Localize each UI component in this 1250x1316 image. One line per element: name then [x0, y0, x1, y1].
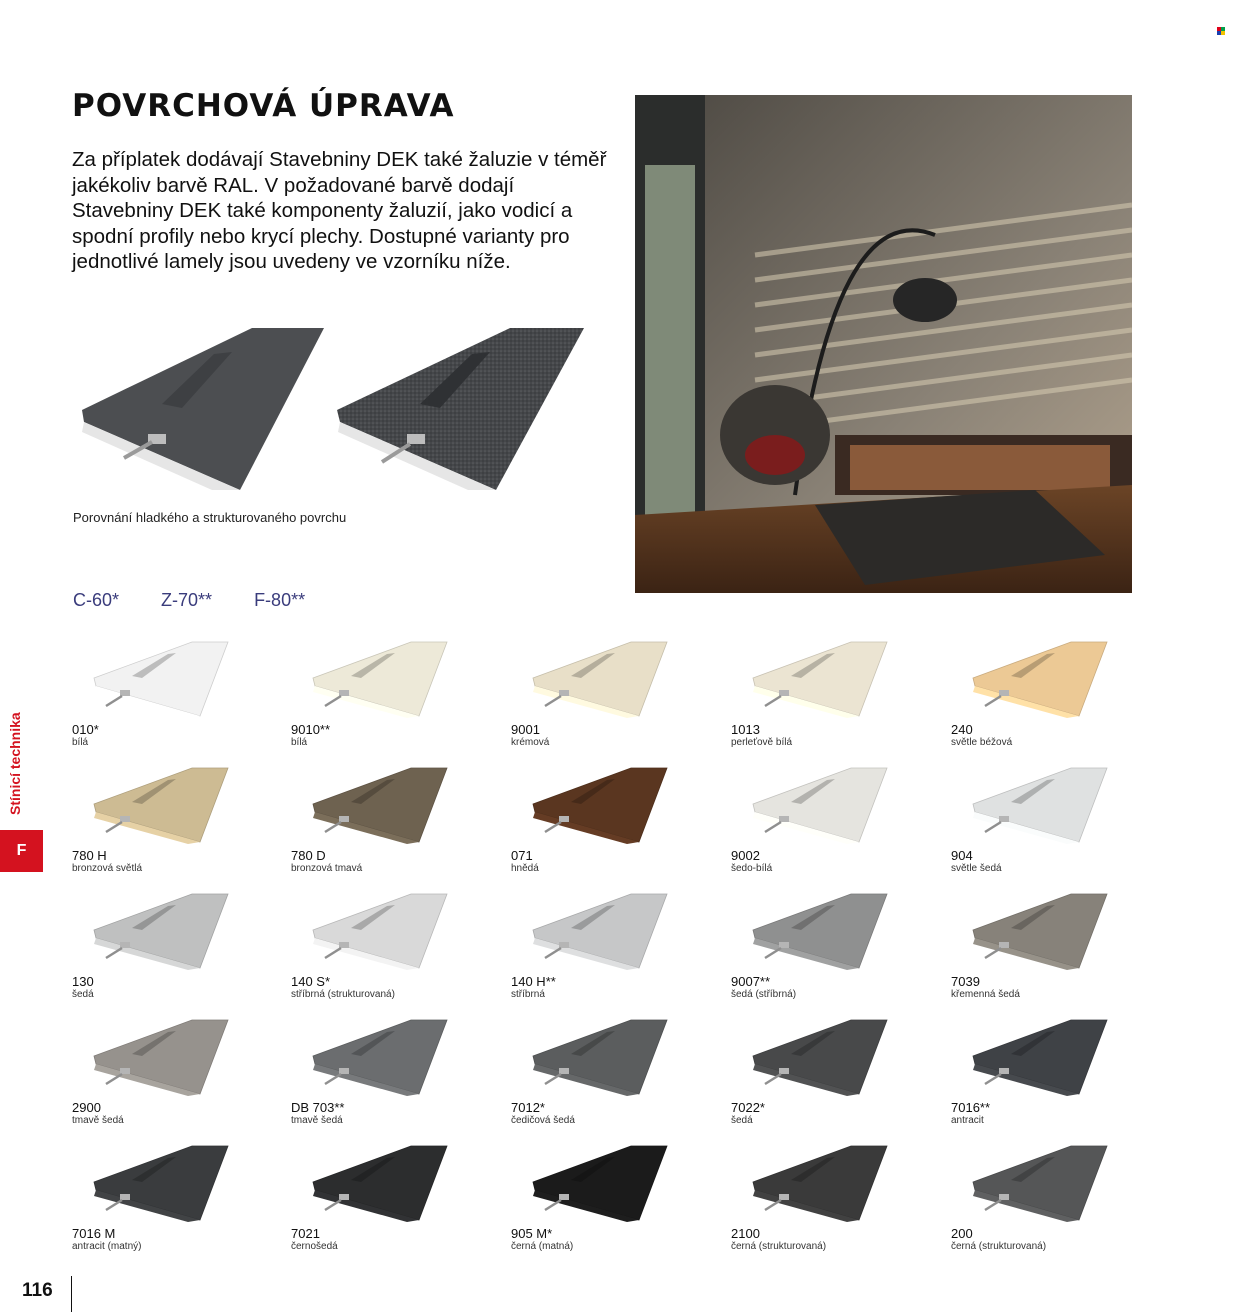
swatch-name: antracit (matný)	[72, 1241, 142, 1252]
swatch-item	[511, 1018, 721, 1138]
swatch-name: šedá	[72, 989, 94, 1000]
swatch-code: 240	[951, 722, 973, 737]
swatch-name: černá (strukturovaná)	[951, 1241, 1047, 1252]
swatch-item	[951, 1018, 1161, 1138]
swatch-code: DB 703**	[291, 1100, 345, 1115]
slat-icon	[731, 1144, 906, 1224]
swatch-code: 7039	[951, 974, 980, 989]
swatch-item	[72, 766, 282, 886]
swatch-code: 9002	[731, 848, 760, 863]
slat-icon	[511, 1144, 686, 1224]
page-number-divider	[71, 1276, 72, 1312]
slat-icon	[731, 766, 906, 846]
swatch-name: bronzová tmavá	[291, 863, 363, 874]
swatch-item	[951, 640, 1161, 760]
print-registration-mark	[1217, 27, 1225, 35]
swatch-name: světle béžová	[951, 737, 1013, 748]
swatch-name: černá (strukturovaná)	[731, 1241, 827, 1252]
swatch-name: bílá	[291, 737, 308, 748]
swatch-item	[731, 1018, 941, 1138]
slat-icon	[72, 1144, 247, 1224]
slat-icon	[951, 1018, 1126, 1098]
swatch-code: 071	[511, 848, 533, 863]
swatch-name: šedo-bílá	[731, 863, 773, 874]
swatch-name: černá (matná)	[511, 1241, 574, 1252]
model-f80: F-80**	[254, 590, 306, 610]
swatch-item	[72, 640, 282, 760]
swatch-code: 7022*	[731, 1100, 765, 1115]
swatch-item	[291, 766, 501, 886]
swatch-code: 200	[951, 1226, 973, 1241]
slat-icon	[951, 1144, 1126, 1224]
swatch-code: 905 M*	[511, 1226, 553, 1241]
slat-icon	[291, 1144, 466, 1224]
model-z70: Z-70**	[161, 590, 213, 610]
swatch-code: 9007**	[731, 974, 771, 989]
slat-icon	[511, 1018, 686, 1098]
swatch-name: čedičová šedá	[511, 1115, 575, 1126]
swatch-name: antracit	[951, 1115, 984, 1126]
swatch-code: 7012*	[511, 1100, 545, 1115]
swatch-name: tmavě šedá	[291, 1115, 343, 1126]
swatch-name: stříbrná (strukturovaná)	[291, 989, 395, 1000]
swatch-item	[291, 1018, 501, 1138]
swatch-name: šedá	[731, 1115, 753, 1126]
swatch-code: 140 S*	[291, 974, 331, 989]
swatch-code: 780 H	[72, 848, 107, 863]
swatch-item	[291, 892, 501, 1012]
swatch-name: hnědá	[511, 863, 539, 874]
swatch-item	[511, 1144, 721, 1264]
slat-comparison-image	[72, 322, 592, 502]
side-tab-letter: F	[0, 830, 43, 872]
swatch-code: 2900	[72, 1100, 101, 1115]
side-tab-label: Stínicí technika	[7, 712, 23, 815]
swatch-item	[951, 766, 1161, 886]
swatch-code: 130	[72, 974, 94, 989]
swatch-item	[72, 1018, 282, 1138]
interior-photo	[635, 95, 1132, 593]
swatch-item	[951, 1144, 1161, 1264]
slat-icon	[951, 640, 1126, 720]
swatch-item	[511, 766, 721, 886]
slat-icon	[731, 640, 906, 720]
swatch-code: 2100	[731, 1226, 760, 1241]
comparison-caption: Porovnání hladkého a strukturovaného povrchu	[73, 510, 347, 525]
swatch-code: 904	[951, 848, 973, 863]
swatch-code: 7021	[291, 1226, 320, 1241]
slat-icon	[291, 892, 466, 972]
swatch-code: 780 D	[291, 848, 326, 863]
slat-icon	[511, 640, 686, 720]
swatch-item	[72, 1144, 282, 1264]
swatch-name: šedá (stříbrná)	[731, 989, 797, 1000]
slat-icon	[951, 766, 1126, 846]
swatch-name: křemenná šedá	[951, 989, 1020, 1000]
swatch-code: 7016**	[951, 1100, 991, 1115]
swatch-item	[72, 892, 282, 1012]
swatch-item	[291, 640, 501, 760]
slat-icon	[72, 892, 247, 972]
swatch-code: 140 H**	[511, 974, 556, 989]
swatch-name: stříbrná	[511, 989, 545, 1000]
page-title: POVRCHOVÁ ÚPRAVA	[72, 88, 455, 124]
slat-icon	[291, 766, 466, 846]
swatch-code: 7016 M	[72, 1226, 116, 1241]
swatch-item	[731, 1144, 941, 1264]
swatch-name: tmavě šedá	[72, 1115, 124, 1126]
swatch-code: 1013	[731, 722, 760, 737]
swatch-item	[511, 892, 721, 1012]
swatch-item	[291, 1144, 501, 1264]
slat-icon	[291, 1018, 466, 1098]
swatch-code: 9001	[511, 722, 540, 737]
model-c60: C-60*	[73, 590, 120, 610]
swatch-item	[731, 892, 941, 1012]
slat-icon	[291, 640, 466, 720]
slat-icon	[511, 766, 686, 846]
swatch-item	[731, 766, 941, 886]
swatch-name: perleťově bílá	[731, 737, 793, 748]
swatch-name: bronzová světlá	[72, 863, 143, 874]
swatch-item	[731, 640, 941, 760]
slat-icon	[72, 1018, 247, 1098]
model-list	[73, 590, 305, 611]
swatch-code: 010*	[72, 722, 99, 737]
slat-icon	[731, 892, 906, 972]
intro-paragraph: Za příplatek dodávají Stavebniny DEK také žaluzie v téměř jakékoliv barvě RAL. V požadované barvě dodají Stavebniny DEK také komponenty žaluzií, jako vodicí a spodní profily nebo krycí plechy. Dostupné varianty pro jednotlivé lamely jsou uvedeny ve vzorníku níže.	[72, 148, 607, 273]
swatch-item	[511, 640, 721, 760]
slat-icon	[72, 640, 247, 720]
swatch-name: krémová	[511, 737, 550, 748]
slat-icon	[72, 766, 247, 846]
swatch-item	[951, 892, 1161, 1012]
swatch-name: bílá	[72, 737, 89, 748]
page-number: 116	[22, 1280, 53, 1301]
slat-icon	[951, 892, 1126, 972]
swatch-code: 9010**	[291, 722, 331, 737]
swatch-name: světle šedá	[951, 863, 1002, 874]
swatch-name: černošedá	[291, 1241, 338, 1252]
slat-icon	[511, 892, 686, 972]
slat-icon	[731, 1018, 906, 1098]
